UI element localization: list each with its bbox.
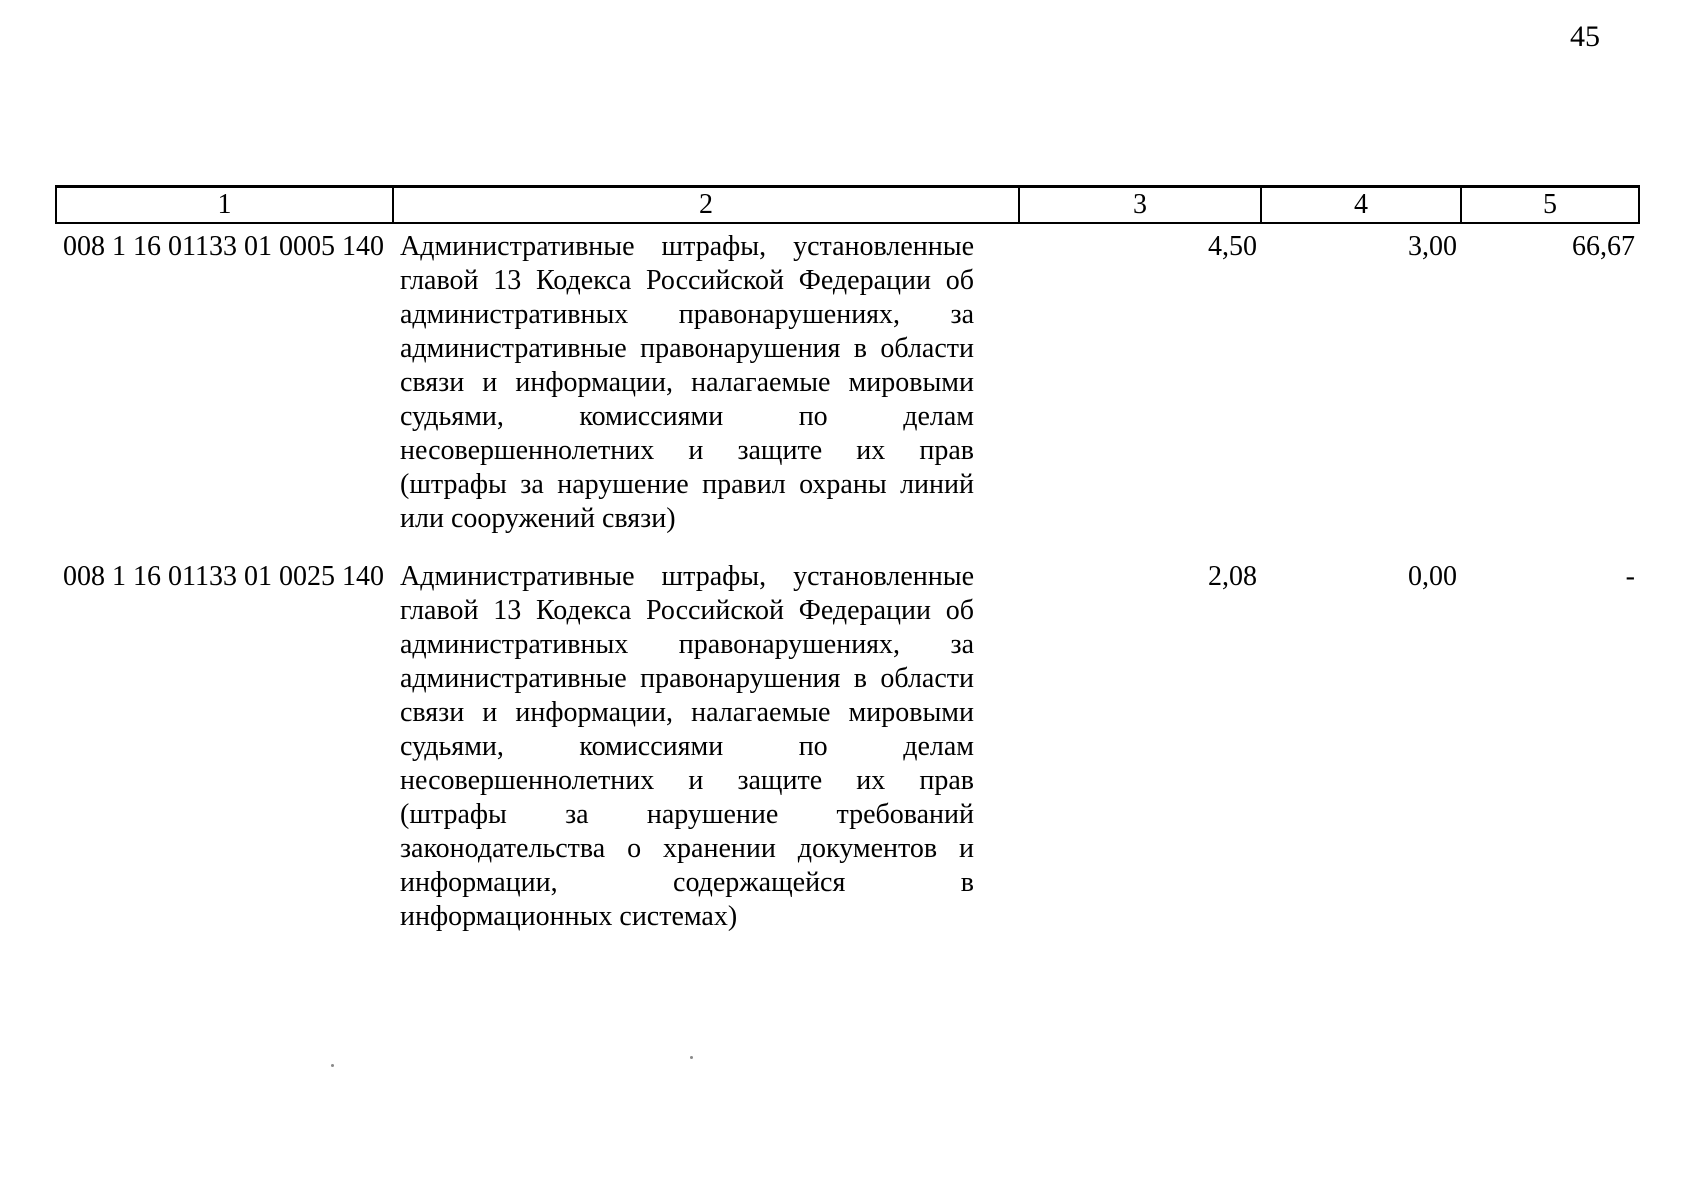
column-header-2: 2 bbox=[393, 187, 1019, 223]
cell-value-col3: 2,08 bbox=[1208, 560, 1257, 592]
table-row bbox=[56, 223, 1639, 536]
budget-revenue-table bbox=[55, 185, 1640, 934]
cell-value-col5: - bbox=[1625, 560, 1635, 592]
cell-value-col4: 0,00 bbox=[1408, 560, 1457, 592]
cell-value-col5: 66,67 bbox=[1572, 230, 1635, 262]
cell-budget-code: 008 1 16 01133 01 0025 140 bbox=[63, 560, 384, 592]
page-number: 45 bbox=[1570, 20, 1600, 53]
column-header-4: 4 bbox=[1261, 187, 1461, 223]
cell-description: Административные штрафы, установленные главой 13 Кодекса Российской Федерации об административных правонарушениях, за административные правонарушения в области связи и информации, налагаемые мировыми судьями, комиссиями по делам несовершеннолетних и защите их прав (штрафы за нарушение требований законодательства о хранении документов и информации, содержащейся в информационных системах) bbox=[400, 560, 974, 932]
scan-artifact-dot bbox=[690, 1056, 693, 1059]
cell-value-col3: 4,50 bbox=[1208, 230, 1257, 262]
table-header-row bbox=[56, 187, 1639, 223]
cell-description: Административные штрафы, установленные главой 13 Кодекса Российской Федерации об административных правонарушениях, за административные правонарушения в области связи и информации, налагаемые мировыми судьями, комиссиями по делам несовершеннолетних и защите их прав (штрафы за нарушение правил охраны линий или сооружений связи) bbox=[400, 230, 974, 534]
scan-artifact-dot bbox=[331, 1064, 334, 1067]
column-header-3: 3 bbox=[1019, 187, 1261, 223]
cell-budget-code: 008 1 16 01133 01 0005 140 bbox=[63, 230, 384, 262]
table-row bbox=[56, 536, 1639, 934]
column-header-5: 5 bbox=[1461, 187, 1639, 223]
column-header-1: 1 bbox=[56, 187, 393, 223]
cell-value-col4: 3,00 bbox=[1408, 230, 1457, 262]
